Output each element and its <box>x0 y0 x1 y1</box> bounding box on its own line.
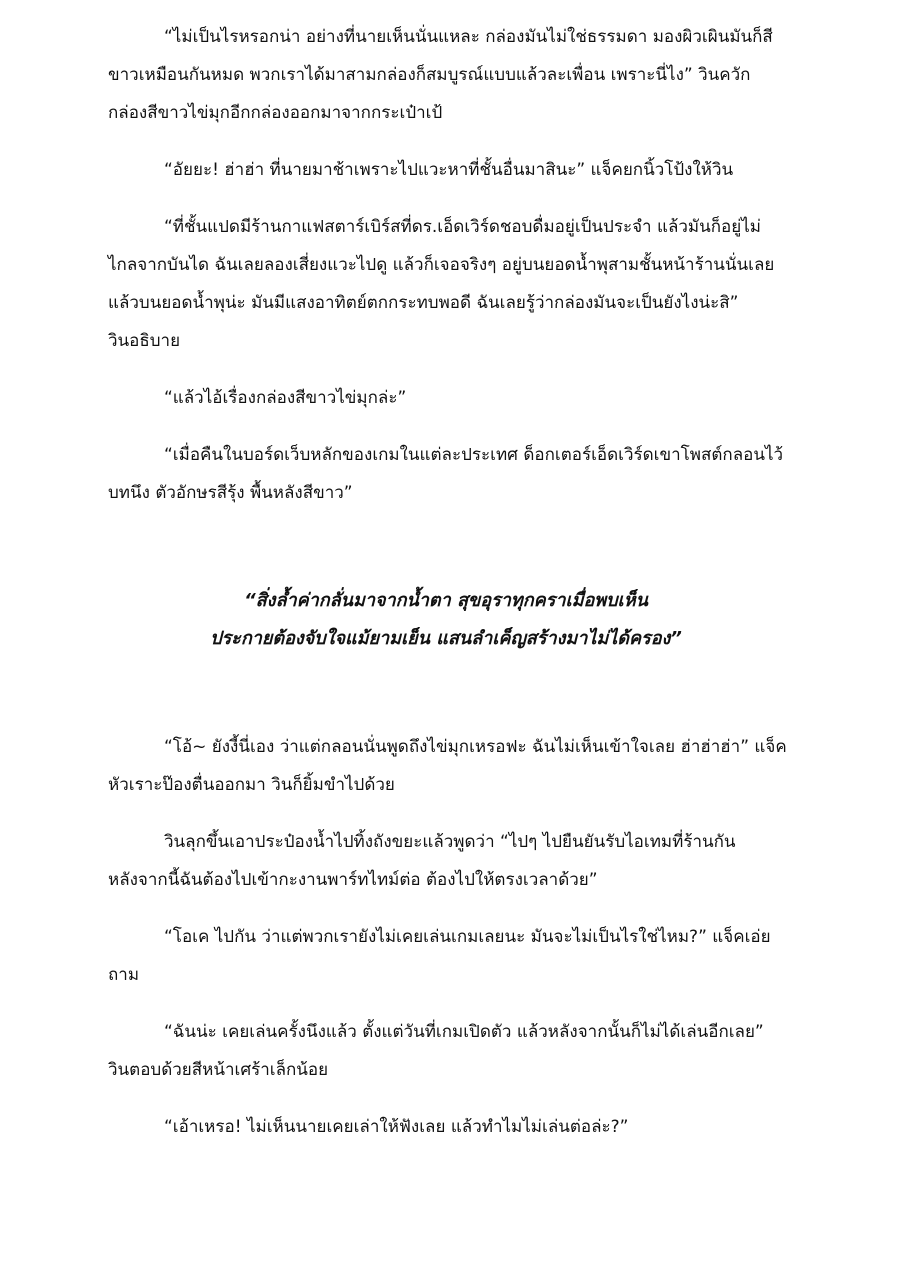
paragraph <box>108 436 784 512</box>
paragraph <box>108 379 774 417</box>
text-line: หลังจากนี้ฉันต้องไปเข้ากะงานพาร์ทไทม์ต่อ ต้องไปให้ตรงเวลาด้วย” <box>108 870 598 890</box>
text-line: บทนึง ตัวอักษรสีรุ้ง พื้นหลังสีขาว” <box>108 483 353 503</box>
paragraph <box>108 728 787 804</box>
paragraph-spacer <box>108 360 774 379</box>
paragraph <box>108 18 774 132</box>
paragraph-text <box>108 379 774 417</box>
paragraph-spacer <box>108 1089 774 1108</box>
paragraph-text <box>108 728 787 804</box>
text-line: วินอธิบาย <box>108 331 181 351</box>
text-line: วินตอบด้วยสีหน้าเศร้าเล็กน้อย <box>108 1060 329 1080</box>
text-line: ไกลจากบันได ฉันเลยลองเสี่ยงแวะไปดู แล้วก็เจอจริงๆ อยู่บนยอดน้ำพุสามชั้นหน้าร้านนั่นเลย <box>108 255 775 275</box>
text-line: วินลุกขึ้นเอาประป๋องน้ำไปทิ้งถังขยะแล้วพูดว่า “ไปๆ ไปยืนยันรับไอเทมที่ร้านกัน <box>164 832 736 852</box>
paragraph <box>108 1013 774 1089</box>
text-line: “โอ้~ ยังงี้นี่เอง ว่าแต่กลอนนั่นพูดถึงไข่มุกเหรอฟะ ฉันไม่เห็นเข้าใจเลย ฮ่าฮ่าฮ่า” แจ็ค <box>164 737 787 757</box>
section-spacer <box>108 512 774 582</box>
text-line: กล่องสีขาวไข่มุกอีกกล่องออกมาจากกระเป๋าเป้ <box>108 103 443 123</box>
text-line: ถาม <box>108 965 140 985</box>
paragraph-text <box>108 151 774 189</box>
paragraph <box>108 918 774 994</box>
paragraph-spacer <box>108 899 774 918</box>
text-line: “แล้วไอ้เรื่องกล่องสีขาวไข่มุกล่ะ” <box>164 388 407 408</box>
text-line: ขาวเหมือนกันหมด พวกเราได้มาสามกล่องก็สมบูรณ์แบบแล้วละเพื่อน เพราะนี่ไง” วินควัก <box>108 65 751 85</box>
text-line: “ฉันน่ะ เคยเล่นครั้งนึงแล้ว ตั้งแต่วันที่เกมเปิดตัว แล้วหลังจากนั้นก็ไม่ได้เล่นอีกเลย” <box>164 1022 764 1042</box>
paragraph <box>108 208 774 360</box>
paragraph-text <box>108 823 774 899</box>
text-line: หัวเราะป๊องตื่นออกมา วินก็ยิ้มขำไปด้วย <box>108 775 395 795</box>
poem-block <box>108 582 774 658</box>
paragraph-text <box>108 1108 774 1146</box>
paragraph-text <box>108 436 784 512</box>
paragraph-spacer <box>108 189 774 208</box>
poem-text <box>108 582 774 658</box>
text-line: “โอเค ไปกัน ว่าแต่พวกเรายังไม่เคยเล่นเกมเลยนะ มันจะไม่เป็นไรใช่ไหม?” แจ็คเอ่ย <box>164 927 771 947</box>
paragraph-spacer <box>108 994 774 1013</box>
text-line: “ไม่เป็นไรหรอกน่า อย่างที่นายเห็นนั่นแหละ กล่องมันไม่ใช่ธรรมดา มองผิวเผินมันก็สี <box>164 27 773 47</box>
poem-line: ประกายต้องจับใจแม้ยามเย็น แสนลำเค็ญสร้างมาไม่ได้ครอง” <box>210 628 682 649</box>
paragraph-text <box>108 208 774 360</box>
text-line: “เอ้าเหรอ! ไม่เห็นนายเคยเล่าให้ฟังเลย แล้วทำไมไม่เล่นต่อล่ะ?” <box>164 1117 629 1137</box>
paragraph-spacer <box>108 417 774 436</box>
paragraph <box>108 151 774 189</box>
text-line: “เมื่อคืนในบอร์ดเว็บหลักของเกมในแต่ละประเทศ ด็อกเตอร์เอ็ดเวิร์ดเขาโพสต์กลอนไว้ <box>164 445 784 465</box>
poem-line: “สิ่งล้ำค่ากลั่นมาจากน้ำตา สุขอุราทุกคราเมื่อพบเห็น <box>244 590 648 611</box>
paragraph-spacer <box>108 132 774 151</box>
text-line: แล้วบนยอดน้ำพุน่ะ มันมีแสงอาทิตย์ตกกระทบพอดี ฉันเลยรู้ว่ากล่องมันจะเป็นยังไงน่ะสิ” <box>108 293 739 313</box>
paragraph-text <box>108 18 774 132</box>
section-spacer <box>108 658 774 728</box>
paragraph <box>108 823 774 899</box>
paragraph-text <box>108 918 774 994</box>
paragraph-text <box>108 1013 774 1089</box>
text-line: “ที่ชั้นแปดมีร้านกาแฟสตาร์เบิร์สที่ดร.เอ็ดเวิร์ดชอบดื่มอยู่เป็นประจำ แล้วมันก็อยู่ไม่ <box>164 217 761 237</box>
text-line: “อัยยะ! ฮ่าฮ่า ที่นายมาช้าเพราะไปแวะหาที่ชั้นอื่นมาสินะ” แจ็คยกนิ้วโป้งให้วิน <box>164 160 734 180</box>
paragraph <box>108 1108 774 1146</box>
paragraph-spacer <box>108 804 774 823</box>
